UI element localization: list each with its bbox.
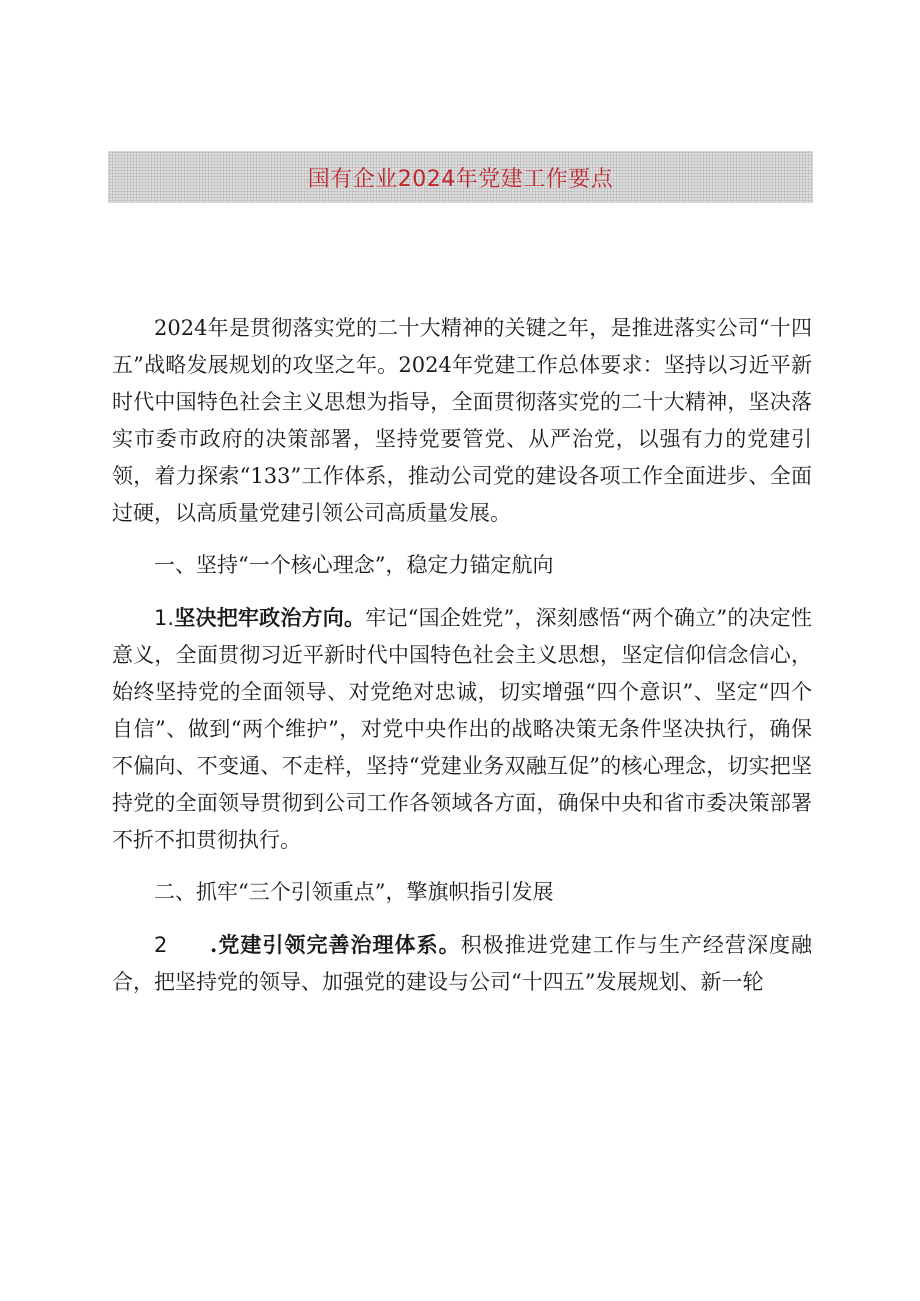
item-2-text: 积极推进党建工作与生产经营深度融合，把坚持党的领导、加强党的建设与公司“十四五”发展规划、新一轮 <box>112 933 813 994</box>
document-body <box>112 310 812 1001</box>
item-2-number: 2 <box>154 933 168 957</box>
title-banner <box>108 151 813 203</box>
intro-paragraph: 2024年是贯彻落实党的二十大精神的关键之年，是推进落实公司“十四五”战略发展规划的攻坚之年。2024年党建工作总体要求：坚持以习近平新时代中国特色社会主义思想为指导，全面贯彻落实党的二十大精神，坚决落实市委市政府的决策部署，坚持党要管党、从严治党，以强有力的党建引领，着力探索“133”工作体系，推动公司党的建设各项工作全面进步、全面过硬，以高质量党建引领公司高质量发展。 <box>112 316 812 525</box>
document-title: 国有企业2024年党建工作要点 <box>307 166 614 192</box>
item-1-bold-title: 坚决把牢政治方向。 <box>174 605 366 630</box>
item-2-bold-title: .党建引领完善治理体系。 <box>210 932 461 957</box>
section-1-item <box>112 599 812 859</box>
section-2-item <box>112 926 812 1001</box>
item-1-text: 牢记“国企姓党”，深刻感悟“两个确立”的决定性意义，全面贯彻习近平新时代中国特色社会主义思想，坚定信仰信念信心，始终坚持党的全面领导、对党绝对忠诚，切实增强“四个意识”、坚定“四个自信”、做到“两个维护”，对党中央作出的战略决策无条件坚决执行，确保不偏向、不变通、不走样，坚持“党建业务双融互促”的核心理念，切实把坚持党的全面领导贯彻到公司工作各领域各方面，确保中央和省市委决策部署不折不扣贯彻执行。 <box>112 606 812 852</box>
section-1-heading: 一、坚持“一个核心理念”，稳定力锚定航向 <box>154 553 554 577</box>
section-2-heading: 二、抓牢“三个引领重点”，擎旗帜指引发展 <box>154 880 554 904</box>
item-1-number: 1. <box>154 606 175 630</box>
